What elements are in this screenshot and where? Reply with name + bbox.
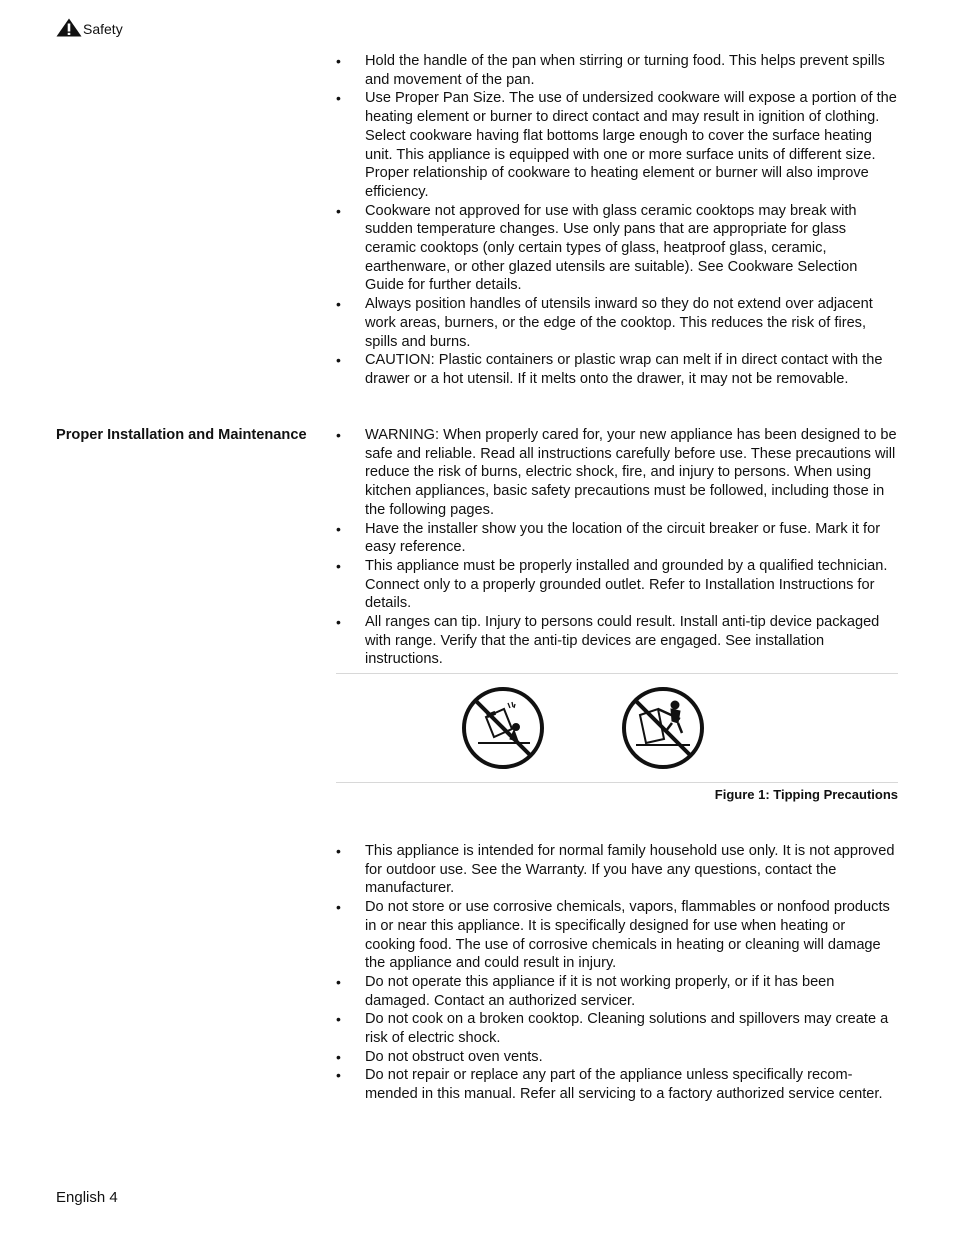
safety-list-cookware bbox=[336, 52, 898, 389]
warning-triangle-icon bbox=[56, 18, 82, 37]
figure-caption: Figure 1: Tipping Precautions bbox=[714, 787, 898, 802]
section-label: Safety bbox=[83, 21, 123, 37]
no-tipping-range-child-icon bbox=[460, 685, 546, 771]
list-item: • Do not operate this appliance if it is not working properly, or if it has been damaged. Contact an authorized servicer. bbox=[336, 973, 898, 1010]
list-item: • This appliance must be properly installed and grounded by a qualified technician. Connect only to a properly grounded outlet. Refer to Installation Instructions for details. bbox=[336, 557, 898, 613]
list-item: • Do not repair or replace any part of the appliance unless specifically recommended in this manual. Refer all servicing to a factory authorized service center. bbox=[336, 1066, 898, 1103]
tipping-figure bbox=[336, 673, 898, 783]
list-item: • Do not store or use corrosive chemicals, vapors, flammables or nonfood products in or near this appliance. It is specifically designed for use when heating or cooking food. The use of corrosive chemicals in heating or cleaning will damage the appliance and could result in injury. bbox=[336, 898, 898, 973]
list-item: • Cookware not approved for use with glass ceramic cooktops may break with sudden temperature changes. Use only pans that are appropriate for glass ceramic cooktops (only certain types of glass, heatproof glass, ceramic, earthenware, or other glazed utensils are suitable). See Cookware Selection Guide for further details. bbox=[336, 202, 898, 296]
list-item: • Always position handles of utensils inward so they do not extend over adjacent work areas, burners, or the edge of the cooktop. This reduces the risk of fires, spills and burns. bbox=[336, 295, 898, 351]
list-item: • CAUTION: Plastic containers or plastic wrap can melt if in direct contact with the drawer or a hot utensil. If it melts onto the drawer, it may not be removable. bbox=[336, 351, 898, 388]
safety-list-installation bbox=[336, 426, 898, 669]
list-item: • Hold the handle of the pan when stirring or turning food. This helps prevent spills and movement of the pan. bbox=[336, 52, 898, 89]
list-item: • All ranges can tip. Injury to persons could result. Install anti-tip device packaged with range. Verify that the anti-tip devices are engaged. See installation instructions. bbox=[336, 613, 898, 669]
list-item: • WARNING: When properly cared for, your new appliance has been designed to be safe and reliable. Read all instructions carefully before use. These precautions will reduce the risk of burns, electric shock, fire, and injury to persons. When using kitchen appliances, basic safety precautions must be followed, including those in the following pages. bbox=[336, 426, 898, 520]
list-item: • Use Proper Pan Size. The use of undersized cookware will expose a portion of the heating element or burner to direct contact and may result in ignition of clothing. Select cookware having flat bottoms large enough to cover the surface heating unit. This appliance is equipped with one or more surface units of different size. Proper relationship of cookware to heating element or burner will also improve efficiency. bbox=[336, 89, 898, 201]
page-header bbox=[56, 18, 123, 37]
page-footer: English 4 bbox=[56, 1189, 118, 1206]
list-item: • Do not obstruct oven vents. bbox=[336, 1048, 898, 1067]
no-climbing-on-open-door-icon bbox=[620, 685, 706, 771]
section-heading: Proper Installation and Maintenance bbox=[56, 427, 307, 443]
list-item: • This appliance is intended for normal family household use only. It is not approved for outdoor use. See the Warranty. If you have any questions, contact the manufacturer. bbox=[336, 842, 898, 898]
list-item: • Do not cook on a broken cooktop. Cleaning solutions and spillovers may create a risk of electric shock. bbox=[336, 1010, 898, 1047]
list-item: • Have the installer show you the location of the circuit breaker or fuse. Mark it for easy reference. bbox=[336, 520, 898, 557]
safety-list-usage bbox=[336, 842, 898, 1104]
